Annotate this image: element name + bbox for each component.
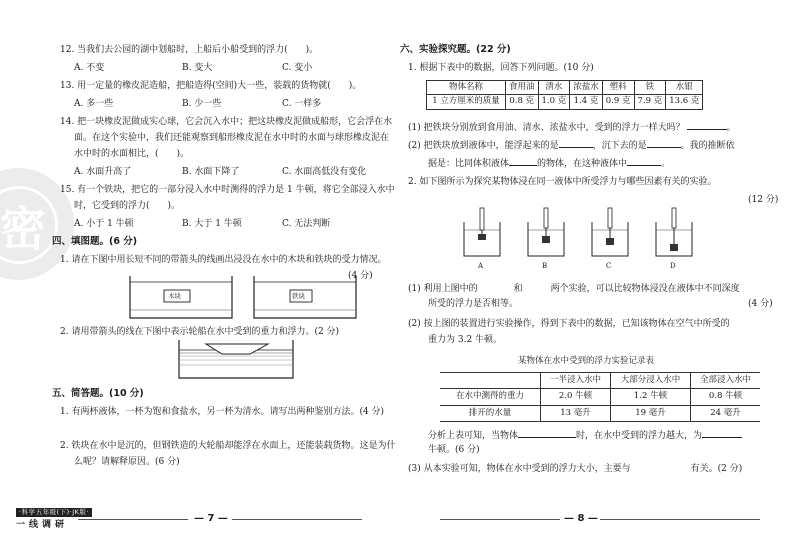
table-row bbox=[440, 389, 760, 405]
table-cell: 1.2 牛顿 bbox=[611, 389, 691, 405]
q14-option-c: C. 水面高低没有变化 bbox=[282, 167, 367, 177]
beaker-d bbox=[656, 208, 692, 256]
question-13: 13. 用一定量的橡皮泥造船，把船造得(空间)大一些，装载的货物就( )。 bbox=[60, 81, 362, 91]
q15-option-b: B. 大于 1 牛顿 bbox=[182, 219, 242, 229]
answer-blank[interactable] bbox=[478, 282, 514, 291]
table-row bbox=[427, 81, 703, 95]
brand-subject: ·科学五年级(下)·JK版· bbox=[16, 508, 92, 517]
table-cell: 全部浸入水中 bbox=[691, 373, 760, 389]
table-cell: 大部分浸入水中 bbox=[611, 373, 691, 389]
table-cell: 排开的水量 bbox=[440, 405, 541, 421]
question-15-line2: 时，它受到的浮力( )。 bbox=[74, 201, 181, 211]
question-1-2-line2 bbox=[428, 156, 670, 170]
answer-blank[interactable] bbox=[509, 156, 537, 166]
beaker-label-b: B bbox=[542, 262, 548, 270]
wood-label: 木块 bbox=[168, 292, 181, 300]
q1-2-part-d: 据是：比同体积液体 bbox=[428, 159, 510, 169]
beaker-label-a: A bbox=[478, 262, 484, 270]
q13-option-b: B. 少一些 bbox=[182, 99, 222, 109]
question-1-1: (1) 把铁块分别放到食用油、清水、浓盐水中，受到的浮力一样大吗？ 。 bbox=[408, 120, 736, 134]
question-1-2-line1 bbox=[408, 138, 735, 152]
table-cell: 2.0 牛顿 bbox=[541, 389, 611, 405]
table-cell: 7.9 克 bbox=[634, 95, 666, 109]
table-2-title: 某物体在水中受到的浮力实验记录表 bbox=[518, 356, 655, 366]
table-cell: 0.8 克 bbox=[506, 95, 539, 109]
section-5-question-2-line1: 2. 铁块在水中是沉的，但钢铁造的大轮船却能浮在水面上，还能装载货物。这是为什 bbox=[60, 441, 396, 451]
table-cell: 浓盐水 bbox=[570, 81, 603, 95]
q12-option-a: A. 不变 bbox=[74, 63, 105, 73]
experiment-question-2: 2. 如下图所示为探究某物体浸在同一液体中所受浮力与哪些因素有关的实验。 bbox=[408, 177, 717, 187]
q3-part-b: 有关。(2 分) bbox=[690, 464, 743, 474]
table-cell: 24 毫升 bbox=[691, 405, 760, 421]
q15-option-a: A. 小于 1 牛顿 bbox=[74, 219, 134, 229]
answer-blank[interactable] bbox=[627, 156, 661, 166]
table-row bbox=[440, 405, 760, 421]
float-tanks-figure bbox=[126, 272, 366, 328]
page-number-left: — 7 — bbox=[194, 513, 228, 524]
question-2-3-line2: 牛顿。(6 分) bbox=[428, 445, 480, 455]
section-5-question-1: 1. 有两杯液体，一杯为饱和食盐水，另一杯为清水。请写出两种鉴别方法。(4 分) bbox=[60, 407, 385, 417]
table-cell: 19 毫升 bbox=[611, 405, 691, 421]
beaker-label-d: D bbox=[670, 262, 676, 270]
question-12: 12. 当我们去公园的湖中划船时，上船后小船受到的浮力( )。 bbox=[60, 45, 319, 55]
experiment-question-1: 1. 根据下表中的数据，回答下列问题。(10 分) bbox=[408, 63, 594, 73]
answer-blank[interactable] bbox=[523, 282, 551, 291]
seal-watermark: 密 bbox=[0, 168, 74, 280]
table-cell: 铁 bbox=[634, 81, 666, 95]
section-5-question-2-line2: 么呢？请解释原因。(6 分) bbox=[74, 457, 180, 467]
table-cell: 13.6 克 bbox=[666, 95, 703, 109]
answer-blank[interactable] bbox=[559, 138, 593, 148]
footer-rule-right-a bbox=[440, 519, 560, 520]
q13-option-a: A. 多一些 bbox=[74, 99, 114, 109]
beaker-c bbox=[592, 208, 628, 256]
table-cell: 0.8 牛顿 bbox=[691, 389, 760, 405]
table-cell bbox=[440, 373, 541, 389]
table-cell: 塑料 bbox=[602, 81, 634, 95]
wood-tank bbox=[130, 276, 232, 318]
q1-2-part-a: (2) 把铁块放到液体中，能浮起来的是 bbox=[408, 141, 559, 151]
table-cell: 13 毫升 bbox=[541, 405, 611, 421]
table-cell: 在水中测得的重力 bbox=[440, 389, 541, 405]
section-4-question-2: 2. 请用带箭头的线在下图中表示轮船在水中受到的重力和浮力。(2 分) bbox=[60, 327, 340, 337]
q1-2-part-e: 的物体，在这种液体中 bbox=[537, 159, 628, 169]
page-number-right: — 8 — bbox=[564, 513, 598, 524]
q2-3-part-b: 时，在水中受到的浮力越大，为 bbox=[576, 431, 703, 441]
section-4-title: 四、填图题。(6 分) bbox=[52, 236, 138, 247]
footer-rule-left-a bbox=[78, 519, 188, 520]
question-14-line1: 14. 把一块橡皮泥做成实心球，它会沉入水中；把这块橡皮泥做成船形，它会浮在水 bbox=[60, 117, 393, 127]
table-cell: 水银 bbox=[666, 81, 703, 95]
section-4-q1-points: (4 分) bbox=[348, 271, 373, 281]
table-cell: 1 立方厘米的质量 bbox=[427, 95, 506, 109]
table-cell: 物体名称 bbox=[427, 81, 506, 95]
q1-2-part-f: 。 bbox=[661, 159, 671, 169]
question-2-1-points: (4 分) bbox=[748, 299, 773, 309]
q2-3-part-a: 分析上表可知，当物体 bbox=[428, 431, 519, 441]
beaker-b bbox=[528, 208, 564, 256]
q1-2-part-b: ，沉下去的是 bbox=[592, 141, 647, 151]
question-15-line1: 15. 有一个铁块，把它的一部分浸入水中时测得的浮力是 1 牛顿，将它全部浸入水中 bbox=[60, 185, 395, 195]
question-2-3-line1 bbox=[428, 428, 742, 442]
answer-blank[interactable] bbox=[518, 428, 576, 438]
q2-1-part-c: 两个实验，可以比较物体浸没在液体中不同深度 bbox=[550, 284, 740, 294]
q15-option-c: C. 无法判断 bbox=[282, 219, 331, 229]
question-2-points: (12 分) bbox=[748, 195, 779, 205]
iron-label: 铁块 bbox=[292, 292, 305, 300]
q14-option-a: A. 水面升高了 bbox=[74, 167, 132, 177]
q12-option-c: C. 变小 bbox=[282, 63, 313, 73]
q14-option-b: B. 水面下降了 bbox=[182, 167, 240, 177]
q1-2-part-c: 。我的推断依 bbox=[680, 141, 735, 151]
left-page bbox=[0, 0, 396, 556]
beaker-label-c: C bbox=[606, 262, 612, 270]
iron-tank bbox=[254, 276, 356, 318]
right-page bbox=[400, 0, 800, 556]
question-2-1-line1 bbox=[408, 282, 740, 295]
section-5-title: 五、简答题。(10 分) bbox=[52, 388, 144, 399]
q13-option-c: C. 一样多 bbox=[282, 99, 322, 109]
q12-option-b: B. 变大 bbox=[182, 63, 213, 73]
footer-rule-left-b bbox=[232, 519, 362, 520]
answer-blank[interactable] bbox=[702, 428, 742, 438]
question-14-line2: 面。在这个实验中，我们还能观察到船形橡皮泥在水中时的水面与球形橡皮泥在 bbox=[74, 133, 390, 143]
question-2-2-line1: (2) 按上图的装置进行实验操作，得到下表中的数据，已知该物体在空气中所受的 bbox=[408, 319, 730, 329]
table-cell: 1.4 克 bbox=[570, 95, 603, 109]
table-row bbox=[440, 373, 760, 389]
q2-1-part-a: (1) 利用上图中的 bbox=[408, 284, 478, 294]
ship-hull bbox=[206, 344, 268, 354]
table-row bbox=[427, 95, 703, 109]
answer-blank[interactable] bbox=[687, 120, 727, 130]
question-2-1-line2: 所受的浮力是否相等。 bbox=[428, 299, 519, 309]
table-cell: 食用油 bbox=[506, 81, 539, 95]
q2-1-part-b: 和 bbox=[513, 284, 523, 294]
question-2-2-line2: 重力为 3.2 牛顿。 bbox=[428, 335, 503, 345]
density-table bbox=[426, 80, 703, 110]
beaker-a bbox=[464, 208, 500, 256]
question-3 bbox=[408, 462, 742, 475]
table-cell: 1.0 克 bbox=[538, 95, 570, 109]
beakers-figure bbox=[460, 206, 700, 262]
question-14-line3: 水中时的水面相比，( )。 bbox=[74, 149, 190, 159]
ship-tank-figure bbox=[176, 336, 296, 382]
answer-blank[interactable] bbox=[647, 138, 681, 148]
section-4-question-1: 1. 请在下图中用长短不同的带箭头的线画出浸没在水中的木块和铁块的受力情况。 bbox=[60, 255, 387, 265]
section-6-title: 六、实验探究题。(22 分) bbox=[400, 44, 511, 55]
answer-blank[interactable] bbox=[631, 462, 691, 471]
table-cell: 清水 bbox=[538, 81, 570, 95]
q3-part-a: (3) 从本实验可知，物体在水中受到的浮力大小，主要与 bbox=[408, 464, 631, 474]
brand-name: 一线调研 bbox=[16, 520, 69, 531]
table-cell: 一半浸入水中 bbox=[541, 373, 611, 389]
table-cell: 0.9 克 bbox=[602, 95, 634, 109]
footer-rule-right-b bbox=[600, 519, 760, 520]
buoyancy-record-table bbox=[440, 372, 760, 422]
question-1-1-text: (1) 把铁块分别放到食用油、清水、浓盐水中，受到的浮力一样大吗？ bbox=[408, 123, 685, 133]
